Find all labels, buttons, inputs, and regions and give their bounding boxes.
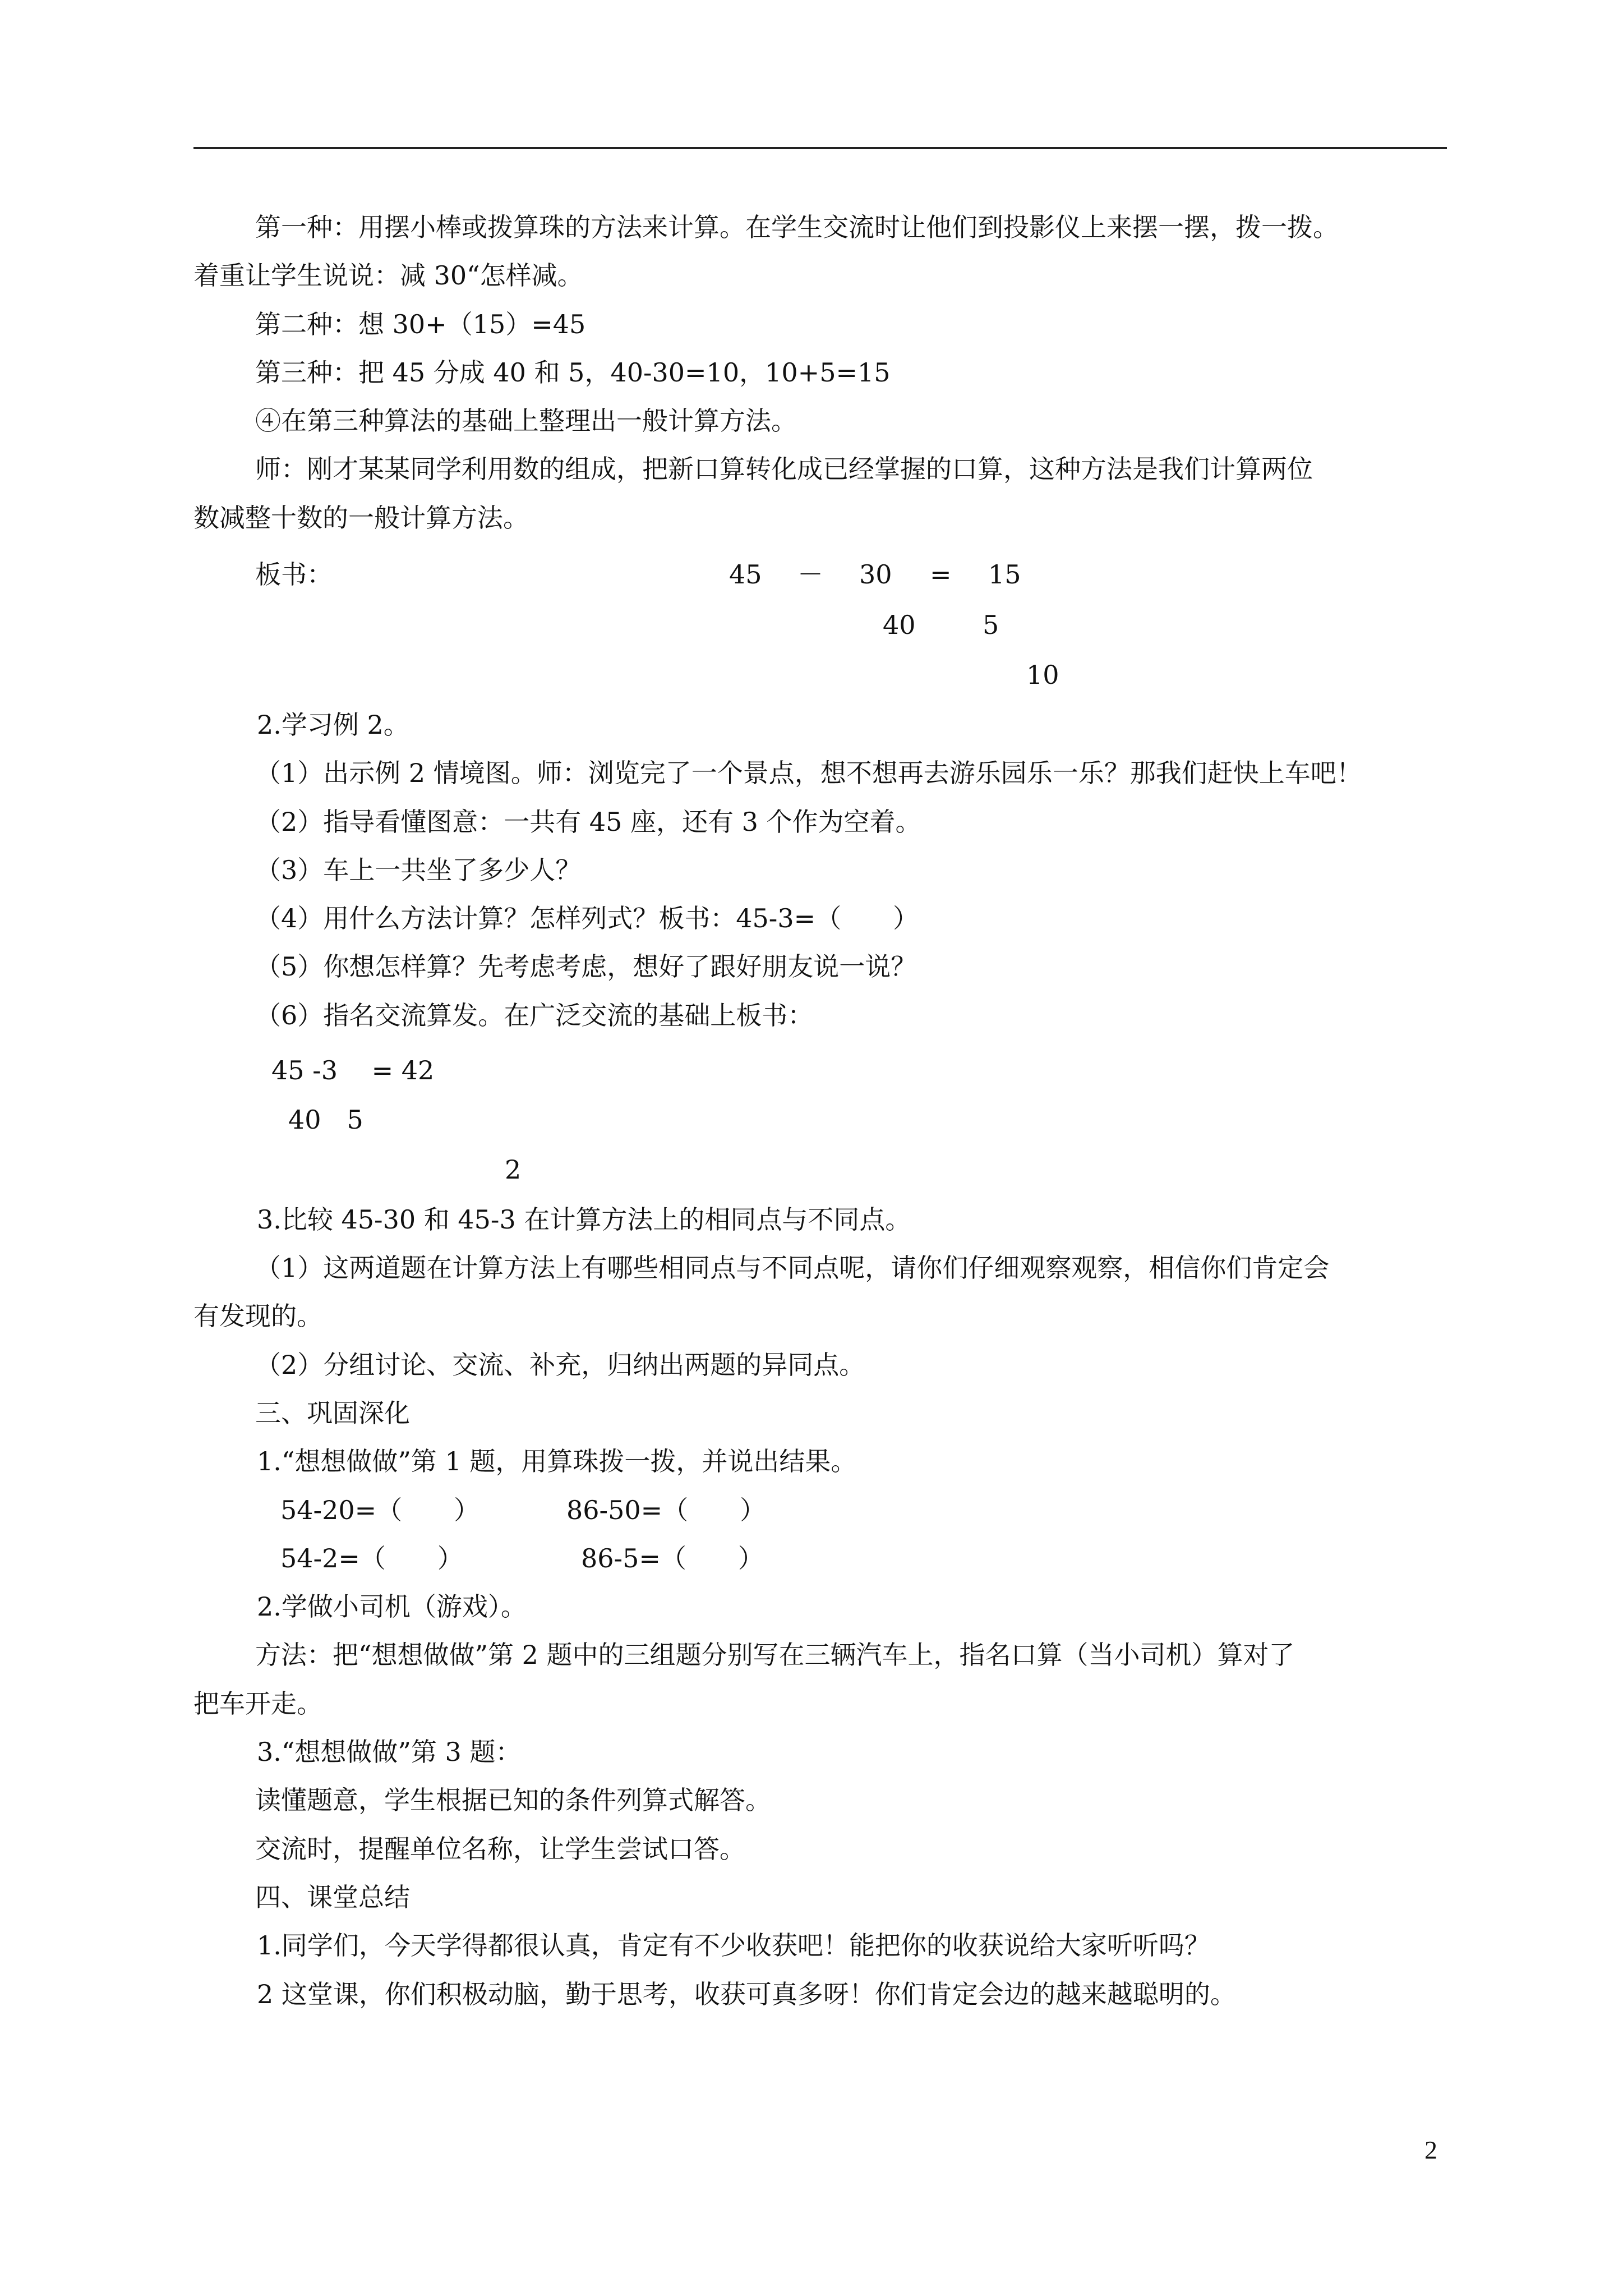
paragraph: 交流时，提醒单位名称，让学生尝试口答。 — [255, 1834, 745, 1864]
paragraph: 第二种：想 30+（15）=45 — [255, 309, 586, 339]
paragraph: 第三种：把 45 分成 40 和 5，40-30=10，10+5=15 — [255, 357, 891, 388]
paragraph: 数减整十数的一般计算方法。 — [193, 503, 529, 533]
board-number: 40 — [883, 610, 916, 640]
paragraph: 方法：把“想想做做”第 2 题中的三组题分别写在三辆汽车上，指名口算（当小司机）算对了 — [255, 1640, 1295, 1670]
paragraph: （1）出示例 2 情境图。师：浏览完了一个景点，想不想再去游乐园乐一乐？那我们赶快上车吧！ — [255, 758, 1362, 788]
board-number: 15 — [988, 559, 1021, 590]
board-expression: 45 -3 = 42 — [271, 1055, 435, 1085]
paragraph: 把车开走。 — [193, 1688, 322, 1719]
board-split: 40 5 — [288, 1105, 363, 1135]
board-number: 10 — [1026, 660, 1059, 690]
paragraph: （5）你想怎样算？先考虑考虑，想好了跟好朋友说一说？ — [255, 951, 917, 982]
page-number: 2 — [1424, 2136, 1437, 2164]
paragraph: （4）用什么方法计算？怎样列式？板书：45-3=（ ） — [255, 903, 919, 933]
paragraph: （3）车上一共坐了多少人？ — [255, 855, 582, 885]
paragraph: 读懂题意，学生根据已知的条件列算式解答。 — [255, 1785, 771, 1815]
paragraph: （1）这两道题在计算方法上有哪些相同点与不同点呢，请你们仔细观察观察，相信你们肯定会 — [255, 1253, 1330, 1283]
header-rule — [193, 147, 1447, 149]
exercise: 54-2=（ ） — [280, 1543, 463, 1573]
paragraph: 3.“想想做做”第 3 题： — [257, 1737, 522, 1767]
board-number: 30 — [859, 559, 892, 590]
exercise: 86-50=（ ） — [566, 1495, 766, 1525]
paragraph: （2）指导看懂图意：一共有 45 座，还有 3 个作为空着。 — [255, 807, 921, 837]
paragraph: 着重让学生说说：减 30“怎样减。 — [193, 260, 583, 291]
board-number: 45 — [729, 559, 762, 590]
board-result: 2 — [505, 1154, 522, 1185]
paragraph: 2.学习例 2。 — [257, 710, 409, 740]
exercise: 86-5=（ ） — [581, 1543, 764, 1573]
paragraph: ④在第三种算法的基础上整理出一般计算方法。 — [255, 406, 797, 436]
paragraph: 2 这堂课，你们积极动脑，勤于思考，收获可真多呀！你们肯定会边的越来越聪明的。 — [257, 1979, 1236, 2009]
paragraph: （2）分组讨论、交流、补充，归纳出两题的异同点。 — [255, 1350, 865, 1380]
paragraph: 1.“想想做做”第 1 题，用算珠拨一拨，并说出结果。 — [257, 1446, 857, 1476]
section-heading: 三、巩固深化 — [255, 1398, 410, 1428]
board-operator: － — [797, 559, 823, 590]
board-operator: = — [930, 559, 952, 590]
paragraph: 板书： — [255, 559, 333, 590]
paragraph: 有发现的。 — [193, 1301, 322, 1331]
paragraph: 师：刚才某某同学利用数的组成，把新口算转化成已经掌握的口算，这种方法是我们计算两位 — [255, 454, 1313, 484]
paragraph: 第一种：用摆小棒或拨算珠的方法来计算。在学生交流时让他们到投影仪上来摆一摆，拨一拨。 — [255, 212, 1339, 242]
exercise: 54-20=（ ） — [280, 1495, 480, 1525]
paragraph: 1.同学们，今天学得都很认真，肯定有不少收获吧！能把你的收获说给大家听听吗？ — [257, 1930, 1210, 1961]
board-number: 5 — [983, 610, 999, 640]
paragraph: （6）指名交流算发。在广泛交流的基础上板书： — [255, 1000, 814, 1030]
section-heading: 四、课堂总结 — [255, 1882, 410, 1912]
paragraph: 2.学做小司机（游戏）。 — [257, 1591, 527, 1622]
paragraph: 3.比较 45-30 和 45-3 在计算方法上的相同点与不同点。 — [257, 1204, 911, 1235]
